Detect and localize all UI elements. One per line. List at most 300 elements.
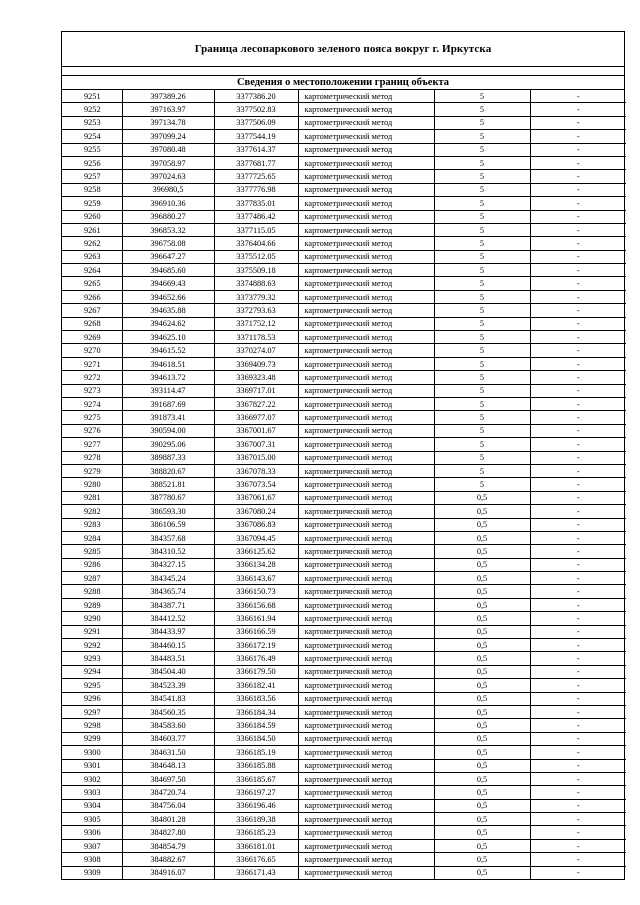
point-number-cell: 9298 [62,719,122,732]
y-coordinate-cell: 3367086.83 [214,518,298,531]
x-coordinate-cell: 384412.52 [122,612,214,625]
coordinates-table [62,90,626,879]
x-coordinate-cell: 394652.66 [122,290,214,303]
y-coordinate-cell: 3366184.59 [214,719,298,732]
x-coordinate-cell: 396980,5 [122,183,214,196]
x-coordinate-cell: 394624.62 [122,317,214,330]
point-number-cell: 9260 [62,210,122,223]
y-coordinate-cell: 3366189.38 [214,813,298,826]
y-coordinate-cell: 3366161.94 [214,612,298,625]
table-row [62,451,626,464]
x-coordinate-cell: 384827.80 [122,826,214,839]
point-number-cell: 9267 [62,304,122,317]
table-row [62,478,626,491]
method-cell: картометрический метод [298,639,434,652]
method-cell: картометрический метод [298,598,434,611]
description-cell: - [530,652,626,665]
method-cell: картометрический метод [298,759,434,772]
x-coordinate-cell: 384541.83 [122,692,214,705]
accuracy-cell: 0,5 [434,732,530,745]
y-coordinate-cell: 3369323.48 [214,371,298,384]
table-row [62,732,626,745]
description-cell: - [530,156,626,169]
accuracy-cell: 5 [434,371,530,384]
x-coordinate-cell: 386593.30 [122,505,214,518]
method-cell: картометрический метод [298,505,434,518]
description-cell: - [530,732,626,745]
accuracy-cell: 5 [434,424,530,437]
point-number-cell: 9251 [62,90,122,103]
point-number-cell: 9277 [62,438,122,451]
description-cell: - [530,397,626,410]
point-number-cell: 9291 [62,625,122,638]
y-coordinate-cell: 3366156.68 [214,598,298,611]
x-coordinate-cell: 390295.06 [122,438,214,451]
x-coordinate-cell: 384560.35 [122,705,214,718]
description-cell: - [530,304,626,317]
accuracy-cell: 5 [434,143,530,156]
method-cell: картометрический метод [298,397,434,410]
point-number-cell: 9272 [62,371,122,384]
table-row [62,116,626,129]
y-coordinate-cell: 3367827.22 [214,397,298,410]
x-coordinate-cell: 390594.00 [122,424,214,437]
y-coordinate-cell: 3377776.98 [214,183,298,196]
description-cell: - [530,344,626,357]
point-number-cell: 9283 [62,518,122,531]
description-cell: - [530,826,626,839]
x-coordinate-cell: 384433.97 [122,625,214,638]
point-number-cell: 9286 [62,558,122,571]
method-cell: картометрический метод [298,612,434,625]
table-row [62,424,626,437]
method-cell: картометрический метод [298,813,434,826]
x-coordinate-cell: 394618.51 [122,357,214,370]
table-row [62,505,626,518]
x-coordinate-cell: 384327.15 [122,558,214,571]
method-cell: картометрический метод [298,478,434,491]
accuracy-cell: 5 [434,290,530,303]
description-cell: - [530,210,626,223]
x-coordinate-cell: 389887.33 [122,451,214,464]
title-spacer [62,67,624,76]
x-coordinate-cell: 387780.67 [122,491,214,504]
x-coordinate-cell: 394635.88 [122,304,214,317]
y-coordinate-cell: 3366185.88 [214,759,298,772]
point-number-cell: 9300 [62,746,122,759]
accuracy-cell: 5 [434,210,530,223]
description-cell: - [530,411,626,424]
description-cell: - [530,130,626,143]
table-row [62,183,626,196]
point-number-cell: 9259 [62,197,122,210]
description-cell: - [530,625,626,638]
accuracy-cell: 0,5 [434,585,530,598]
method-cell: картометрический метод [298,746,434,759]
accuracy-cell: 5 [434,331,530,344]
point-number-cell: 9254 [62,130,122,143]
method-cell: картометрический метод [298,665,434,678]
y-coordinate-cell: 3369409.73 [214,357,298,370]
accuracy-cell: 0,5 [434,679,530,692]
method-cell: картометрический метод [298,719,434,732]
x-coordinate-cell: 388820.67 [122,464,214,477]
accuracy-cell: 0,5 [434,625,530,638]
y-coordinate-cell: 3375509.18 [214,264,298,277]
point-number-cell: 9297 [62,705,122,718]
accuracy-cell: 5 [434,317,530,330]
accuracy-cell: 5 [434,357,530,370]
accuracy-cell: 5 [434,397,530,410]
point-number-cell: 9284 [62,531,122,544]
y-coordinate-cell: 3367080.24 [214,505,298,518]
table-row [62,598,626,611]
table-row [62,237,626,250]
x-coordinate-cell: 396880.27 [122,210,214,223]
method-cell: картометрический метод [298,237,434,250]
table-row [62,799,626,812]
accuracy-cell: 5 [434,464,530,477]
x-coordinate-cell: 384523.39 [122,679,214,692]
method-cell: картометрический метод [298,290,434,303]
y-coordinate-cell: 3366185.67 [214,772,298,785]
description-cell: - [530,143,626,156]
accuracy-cell: 0,5 [434,612,530,625]
description-cell: - [530,116,626,129]
point-number-cell: 9256 [62,156,122,169]
table-row [62,411,626,424]
x-coordinate-cell: 384916.07 [122,866,214,879]
point-number-cell: 9263 [62,250,122,263]
description-cell: - [530,277,626,290]
accuracy-cell: 5 [434,170,530,183]
description-cell: - [530,290,626,303]
table-row [62,625,626,638]
method-cell: картометрический метод [298,799,434,812]
x-coordinate-cell: 397099.24 [122,130,214,143]
accuracy-cell: 0,5 [434,839,530,852]
description-cell: - [530,692,626,705]
description-cell: - [530,531,626,544]
table-row [62,585,626,598]
accuracy-cell: 0,5 [434,652,530,665]
point-number-cell: 9261 [62,223,122,236]
y-coordinate-cell: 3377544.19 [214,130,298,143]
x-coordinate-cell: 396910.36 [122,197,214,210]
point-number-cell: 9273 [62,384,122,397]
description-cell: - [530,183,626,196]
point-number-cell: 9255 [62,143,122,156]
table-row [62,746,626,759]
y-coordinate-cell: 3371178.53 [214,331,298,344]
table-row [62,130,626,143]
y-coordinate-cell: 3366184.50 [214,732,298,745]
y-coordinate-cell: 3366125.62 [214,545,298,558]
point-number-cell: 9288 [62,585,122,598]
table-row [62,103,626,116]
x-coordinate-cell: 391873.41 [122,411,214,424]
y-coordinate-cell: 3366181.01 [214,839,298,852]
y-coordinate-cell: 3377386.20 [214,90,298,103]
description-cell: - [530,585,626,598]
table-row [62,397,626,410]
method-cell: картометрический метод [298,772,434,785]
description-cell: - [530,572,626,585]
accuracy-cell: 5 [434,478,530,491]
method-cell: картометрический метод [298,170,434,183]
accuracy-cell: 0,5 [434,772,530,785]
method-cell: картометрический метод [298,625,434,638]
description-cell: - [530,746,626,759]
description-cell: - [530,665,626,678]
table-row [62,223,626,236]
y-coordinate-cell: 3367061.67 [214,491,298,504]
method-cell: картометрический метод [298,371,434,384]
point-number-cell: 9278 [62,451,122,464]
description-cell: - [530,478,626,491]
method-cell: картометрический метод [298,357,434,370]
table-row [62,156,626,169]
y-coordinate-cell: 3376404.66 [214,237,298,250]
point-number-cell: 9307 [62,839,122,852]
y-coordinate-cell: 3369717.01 [214,384,298,397]
accuracy-cell: 0,5 [434,518,530,531]
y-coordinate-cell: 3377506.09 [214,116,298,129]
table-row [62,826,626,839]
description-cell: - [530,264,626,277]
method-cell: картометрический метод [298,531,434,544]
point-number-cell: 9275 [62,411,122,424]
table-row [62,665,626,678]
accuracy-cell: 0,5 [434,705,530,718]
x-coordinate-cell: 384345.24 [122,572,214,585]
y-coordinate-cell: 3366184.34 [214,705,298,718]
table-row [62,853,626,866]
point-number-cell: 9265 [62,277,122,290]
accuracy-cell: 0,5 [434,665,530,678]
table-row [62,210,626,223]
description-cell: - [530,464,626,477]
accuracy-cell: 0,5 [434,692,530,705]
point-number-cell: 9290 [62,612,122,625]
method-cell: картометрический метод [298,786,434,799]
accuracy-cell: 5 [434,130,530,143]
accuracy-cell: 5 [434,277,530,290]
y-coordinate-cell: 3367078.33 [214,464,298,477]
method-cell: картометрический метод [298,264,434,277]
point-number-cell: 9253 [62,116,122,129]
y-coordinate-cell: 3366134.28 [214,558,298,571]
x-coordinate-cell: 397080.48 [122,143,214,156]
point-number-cell: 9282 [62,505,122,518]
method-cell: картометрический метод [298,103,434,116]
description-cell: - [530,331,626,344]
method-cell: картометрический метод [298,277,434,290]
method-cell: картометрический метод [298,90,434,103]
method-cell: картометрический метод [298,572,434,585]
description-cell: - [530,545,626,558]
y-coordinate-cell: 3377835.01 [214,197,298,210]
description-cell: - [530,866,626,879]
table-row [62,759,626,772]
y-coordinate-cell: 3371752.12 [214,317,298,330]
point-number-cell: 9268 [62,317,122,330]
point-number-cell: 9257 [62,170,122,183]
point-number-cell: 9308 [62,853,122,866]
method-cell: картометрический метод [298,826,434,839]
accuracy-cell: 5 [434,156,530,169]
table-row [62,384,626,397]
x-coordinate-cell: 393114.47 [122,384,214,397]
y-coordinate-cell: 3366143.67 [214,572,298,585]
table-row [62,572,626,585]
y-coordinate-cell: 3367094.45 [214,531,298,544]
description-cell: - [530,438,626,451]
y-coordinate-cell: 3372793.63 [214,304,298,317]
description-cell: - [530,705,626,718]
point-number-cell: 9287 [62,572,122,585]
section-subtitle: Сведения о местоположении границ объекта [62,76,624,90]
description-cell: - [530,223,626,236]
document-title: Граница лесопаркового зеленого пояса вокруг г. Иркутска [62,32,624,67]
x-coordinate-cell: 386106.59 [122,518,214,531]
table-row [62,652,626,665]
x-coordinate-cell: 384854.79 [122,839,214,852]
accuracy-cell: 0,5 [434,531,530,544]
point-number-cell: 9276 [62,424,122,437]
point-number-cell: 9264 [62,264,122,277]
description-cell: - [530,505,626,518]
y-coordinate-cell: 3367001.67 [214,424,298,437]
description-cell: - [530,170,626,183]
table-row [62,90,626,103]
table-row [62,639,626,652]
y-coordinate-cell: 3370274.07 [214,344,298,357]
x-coordinate-cell: 396853.32 [122,223,214,236]
y-coordinate-cell: 3366176.49 [214,652,298,665]
table-row [62,304,626,317]
point-number-cell: 9271 [62,357,122,370]
method-cell: картометрический метод [298,585,434,598]
description-cell: - [530,197,626,210]
table-row [62,170,626,183]
method-cell: картометрический метод [298,304,434,317]
y-coordinate-cell: 3377502.83 [214,103,298,116]
table-row [62,491,626,504]
table-row [62,438,626,451]
x-coordinate-cell: 394669.43 [122,277,214,290]
x-coordinate-cell: 384801.28 [122,813,214,826]
description-cell: - [530,424,626,437]
accuracy-cell: 5 [434,304,530,317]
point-number-cell: 9302 [62,772,122,785]
point-number-cell: 9293 [62,652,122,665]
x-coordinate-cell: 397024.63 [122,170,214,183]
description-cell: - [530,612,626,625]
table-row [62,813,626,826]
x-coordinate-cell: 384365.74 [122,585,214,598]
description-cell: - [530,90,626,103]
accuracy-cell: 5 [434,344,530,357]
method-cell: картометрический метод [298,451,434,464]
method-cell: картометрический метод [298,545,434,558]
accuracy-cell: 0,5 [434,719,530,732]
x-coordinate-cell: 384648.13 [122,759,214,772]
accuracy-cell: 0,5 [434,572,530,585]
table-row [62,518,626,531]
y-coordinate-cell: 3367073.54 [214,478,298,491]
method-cell: картометрический метод [298,250,434,263]
accuracy-cell: 5 [434,451,530,464]
method-cell: картометрический метод [298,424,434,437]
y-coordinate-cell: 3367015.00 [214,451,298,464]
method-cell: картометрический метод [298,411,434,424]
x-coordinate-cell: 384882.67 [122,853,214,866]
x-coordinate-cell: 384756.04 [122,799,214,812]
x-coordinate-cell: 388521.81 [122,478,214,491]
table-row [62,277,626,290]
x-coordinate-cell: 384504.40 [122,665,214,678]
method-cell: картометрический метод [298,692,434,705]
x-coordinate-cell: 384631.50 [122,746,214,759]
x-coordinate-cell: 384720.74 [122,786,214,799]
method-cell: картометрический метод [298,866,434,879]
point-number-cell: 9296 [62,692,122,705]
table-row [62,786,626,799]
description-cell: - [530,491,626,504]
y-coordinate-cell: 3366185.19 [214,746,298,759]
point-number-cell: 9280 [62,478,122,491]
x-coordinate-cell: 384387.71 [122,598,214,611]
accuracy-cell: 5 [434,250,530,263]
table-row [62,839,626,852]
point-number-cell: 9289 [62,598,122,611]
method-cell: картометрический метод [298,853,434,866]
y-coordinate-cell: 3366150.73 [214,585,298,598]
y-coordinate-cell: 3377725.65 [214,170,298,183]
table-row [62,250,626,263]
accuracy-cell: 0,5 [434,826,530,839]
point-number-cell: 9295 [62,679,122,692]
table-row [62,143,626,156]
y-coordinate-cell: 3373779.32 [214,290,298,303]
x-coordinate-cell: 384310.52 [122,545,214,558]
y-coordinate-cell: 3366166.59 [214,625,298,638]
point-number-cell: 9281 [62,491,122,504]
description-cell: - [530,384,626,397]
method-cell: картометрический метод [298,839,434,852]
method-cell: картометрический метод [298,116,434,129]
point-number-cell: 9309 [62,866,122,879]
point-number-cell: 9301 [62,759,122,772]
accuracy-cell: 0,5 [434,639,530,652]
table-row [62,558,626,571]
point-number-cell: 9299 [62,732,122,745]
accuracy-cell: 5 [434,438,530,451]
method-cell: картометрический метод [298,331,434,344]
description-cell: - [530,853,626,866]
point-number-cell: 9270 [62,344,122,357]
table-row [62,464,626,477]
accuracy-cell: 5 [434,411,530,424]
y-coordinate-cell: 3375512.05 [214,250,298,263]
table-row [62,545,626,558]
method-cell: картометрический метод [298,679,434,692]
point-number-cell: 9274 [62,397,122,410]
point-number-cell: 9285 [62,545,122,558]
y-coordinate-cell: 3366171.43 [214,866,298,879]
x-coordinate-cell: 394613.72 [122,371,214,384]
